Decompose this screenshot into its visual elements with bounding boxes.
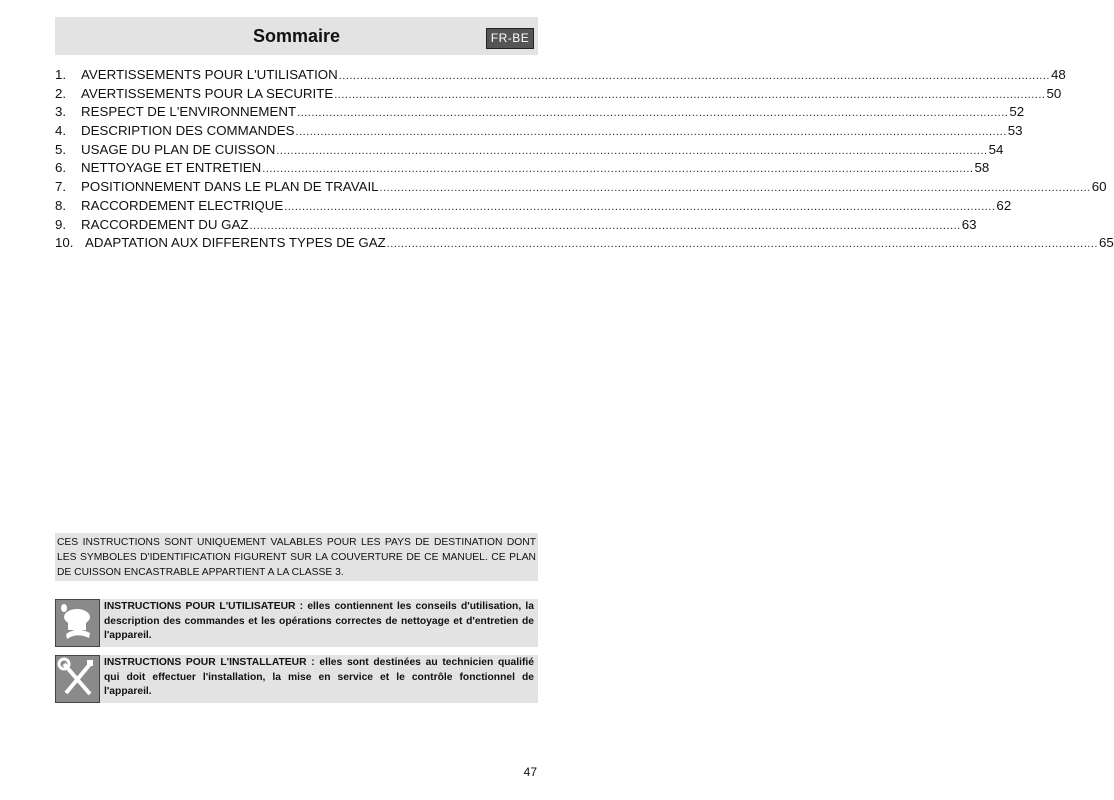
chef-hat-icon [55,599,100,647]
toc-entry-number: 1. [55,67,67,82]
toc-dot-leader: ........................................................................................................................................................................................................ [295,126,1007,139]
language-badge: FR-BE [486,28,534,49]
toc-entry-title: POSITIONNEMENT DANS LE PLAN DE TRAVAIL [81,179,379,195]
toc-entry-number: 9. [55,216,67,232]
toc-entry-number: 8. [55,197,67,213]
toc-entry-title: USAGE DU PLAN DE CUISSON [81,141,276,157]
toc-entry-page: 50 [1046,85,1062,101]
page-number: 47 [523,765,537,779]
toc-entry-title: RACCORDEMENT DU GAZ [81,216,249,232]
toc-entry [55,141,1004,161]
toc-dot-leader: ........................................................................................................................................................................................................ [262,163,974,176]
toc-dot-leader: ........................................................................................................................................................................................................ [249,219,961,232]
toc-entry-title: RACCORDEMENT ELECTRIQUE [81,197,284,213]
toc-entry-page: 62 [996,197,1012,213]
toc-entry-page: 65 [1098,235,1114,251]
toc-entry-number: 10. [55,235,74,251]
toc-entry [55,67,1066,86]
toc-entry [55,104,1025,123]
toc-entry-page: 48 [1050,67,1066,82]
toc-entry [55,85,1062,105]
toc-entry [55,216,977,236]
toc-entry-number: 6. [55,160,67,176]
toc-dot-leader: ........................................................................................................................................................................................................ [386,238,1098,251]
toc-entry-page: 53 [1007,123,1023,139]
toc-dot-leader: ........................................................................................................................................................................................................ [338,70,1050,82]
user-instructions-box [55,599,538,647]
toc-dot-leader: ........................................................................................................................................................................................................ [334,88,1046,101]
toc-entry-number: 2. [55,85,67,101]
toc-entry-number: 5. [55,141,67,157]
user-instructions-text: INSTRUCTIONS POUR L'UTILISATEUR : elles contiennent les conseils d'utilisation, la description des commandes et les opérations correctes de nettoyage et d'entretien de l'appareil. [104,601,534,641]
toc-entry-title: AVERTISSEMENTS POUR LA SECURITE [81,85,334,101]
validity-notice: CES INSTRUCTIONS SONT UNIQUEMENT VALABLES POUR LES PAYS DE DESTINATION DONT LES SYMBOLES D'IDENTIFICATION FIGURENT SUR LA COUVERTURE DE CE MANUEL. CE PLAN DE CUISSON ENCASTRABLE APPARTIENT A LA CLASSE 3. [55,533,538,581]
toc-dot-leader: ........................................................................................................................................................................................................ [276,144,988,157]
installer-instructions-text: INSTRUCTIONS POUR L'INSTALLATEUR : elles sont destinées au technicien qualifié qui doit effectuer l'installation, la mise en service et le contrôle fonctionnel de l'appareil. [104,657,534,697]
installer-instructions-box [55,655,538,703]
toc-entry-title: RESPECT DE L'ENVIRONNEMENT [81,104,297,120]
toc-dot-leader: ........................................................................................................................................................................................................ [297,107,1009,120]
toc-entry-number: 7. [55,179,67,195]
tools-icon [55,655,100,703]
toc-entry [55,123,1023,142]
toc-entry-number: 4. [55,123,67,139]
toc-entry [55,197,1012,217]
toc-entry-page: 54 [988,141,1004,157]
toc-dot-leader: ........................................................................................................................................................................................................ [379,182,1091,195]
toc-entry-page: 60 [1091,179,1107,195]
toc-entry-title: AVERTISSEMENTS POUR L'UTILISATION [81,67,338,82]
toc-entry [55,235,1114,254]
toc-entry-page: 63 [961,216,977,232]
toc-entry-title: ADAPTATION AUX DIFFERENTS TYPES DE GAZ [85,235,386,251]
toc-entry [55,179,1107,198]
toc-dot-leader: ........................................................................................................................................................................................................ [284,200,996,213]
toc-entry-page: 58 [974,160,990,176]
toc-entry [55,160,990,179]
toc-entry-title: DESCRIPTION DES COMMANDES [81,123,295,139]
header-bar [55,17,538,55]
table-of-contents [55,67,1114,254]
toc-entry-number: 3. [55,104,67,120]
toc-entry-page: 52 [1009,104,1025,120]
page-title: Sommaire [252,26,341,46]
toc-entry-title: NETTOYAGE ET ENTRETIEN [81,160,262,176]
